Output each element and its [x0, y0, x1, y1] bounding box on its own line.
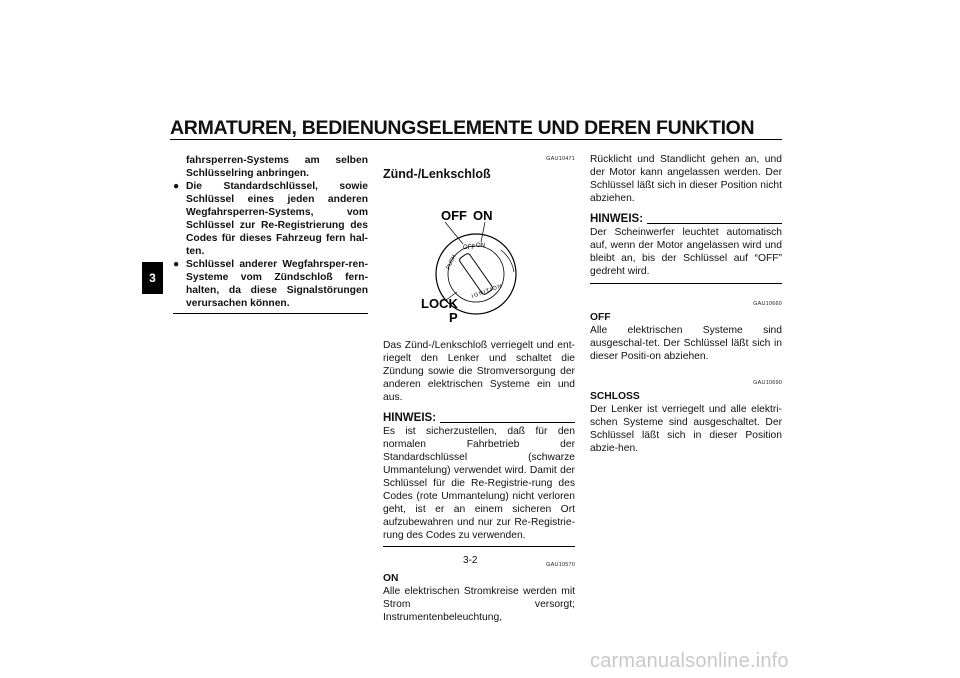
right-column [590, 153, 782, 455]
note-heading-rule [647, 223, 782, 224]
figure-label-lock: LOCK [421, 296, 458, 311]
note-end-rule [590, 283, 782, 284]
note-heading-rule [440, 422, 575, 423]
ring-label-off: OFF [463, 245, 475, 251]
note-heading [590, 213, 782, 226]
section-code: GAU10660 [753, 301, 782, 307]
ignition-lock-figure [383, 182, 575, 325]
section-title: Zünd-/Lenkschloß [383, 167, 491, 181]
bullet-icon: ● [173, 259, 180, 270]
section-end-rule [173, 313, 368, 314]
note-end-rule [383, 546, 575, 547]
lock-heading: SCHLOSS [590, 391, 640, 402]
middle-column [383, 153, 575, 624]
on-leader-line [481, 222, 485, 242]
note-text: Der Scheinwerfer leuchtet automatisch auf, wenn der Motor angelassen wird und bleibt an, bis der Schlüssel auf “OFF” gedreht wird. [590, 227, 782, 277]
off-heading: OFF [590, 312, 611, 323]
page-number: 3-2 [463, 555, 478, 566]
bullet-icon: ● [173, 181, 180, 192]
bullet-item [173, 180, 368, 258]
off-description: Alle elektrischen Systeme sind ausgeschal-tet. Der Schlüssel läßt sich in dieser Positi-on abziehen. [590, 325, 782, 362]
arrow-arc [501, 250, 514, 272]
note-label: HINWEIS: [590, 213, 644, 225]
bullet-text: Schlüssel anderer Wegfahrsper-ren-Systeme vom Zündschloß fern-halten, da diese Signalstörungen verursachen können. [186, 259, 368, 309]
ignition-switch-diagram [383, 182, 575, 325]
lock-description: Das Zünd-/Lenkschloß verriegelt und ent-riegelt den Lenker und schaltet die Zündung sowie die Stromversorgung der anderen elektrischen Systeme ein und aus. [383, 340, 575, 403]
section-code: GAU10570 [546, 562, 575, 568]
ring-label-on: ON [476, 243, 485, 249]
figure-label-p: P [449, 310, 458, 325]
left-column [173, 154, 368, 314]
bullet-continuation: fahrsperren-Systems am selben Schlüsselring anbringen. [186, 155, 368, 179]
chapter-tab: 3 [142, 262, 163, 294]
on-heading: ON [383, 573, 399, 584]
section-code: GAU10690 [753, 380, 782, 386]
note-label: HINWEIS: [383, 412, 437, 424]
ring-label-ignition: IGNITION [471, 283, 504, 300]
figure-label-off: OFF [441, 208, 467, 223]
figure-label-on: ON [473, 208, 493, 223]
section-code: GAU10471 [546, 156, 575, 162]
ring-label-push: PUSH [445, 254, 458, 271]
on-description: Alle elektrischen Stromkreise werden mit Strom versorgt; Instrumentenbeleuchtung, [383, 586, 575, 623]
watermark: carmanualsonline.info [590, 650, 789, 672]
note-heading [383, 412, 575, 425]
header-rule [170, 139, 782, 140]
note-text: Es ist sicherzustellen, daß für den normalen Fahrbetrieb der Standardschlüssel (schwarze Ummantelung) verwendet wird. Damit der Schlüssel für die Re-Registrie-rung des Codes (rote Ummantelung) nicht verloren geht, ist er an einem sicheren Ort aufzubewahren und nur zur Re-Registrie-rung des Codes zu verwenden. [383, 426, 575, 541]
lock-position-description: Der Lenker ist verriegelt und alle elektri-schen Systeme sind ausgeschaltet. Der Schlüssel läßt sich in dieser Position abzie-hen. [590, 404, 782, 454]
page-header-title: ARMATUREN, BEDIENUNGSELEMENTE UND DEREN FUNKTION [170, 117, 755, 139]
bullet-text: Die Standardschlüssel, sowie Schlüssel eines jeden anderen Wegfahrsperren-Systems, vom Schlüssel zur Re-Registrierung des Codes für dieses Fahrzeug fern hal-ten. [186, 181, 368, 257]
bullet-item [173, 258, 368, 310]
on-description-continued: Rücklicht und Standlicht gehen an, und der Motor kann angelassen werden. Der Schlüssel läßt sich in dieser Position nicht abziehen. [590, 154, 782, 204]
